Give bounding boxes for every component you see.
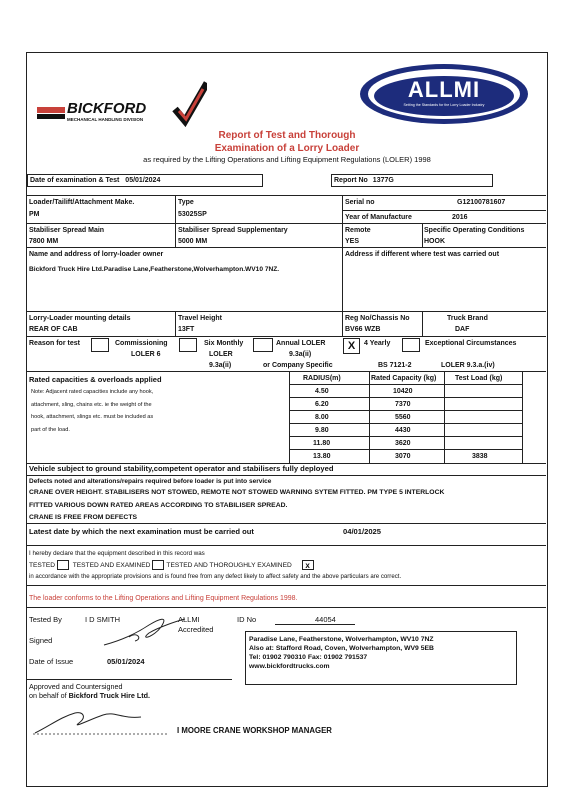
loler6-label: LOLER 6 <box>131 351 161 358</box>
four-yearly-checkbox[interactable]: X <box>343 338 360 354</box>
note-line: hook, attachment, slings etc. must be included as <box>31 414 154 420</box>
six-monthly-label: Six Monthly <box>204 340 244 347</box>
address-diff-label: Address if different where test was carried out <box>345 251 500 258</box>
capacity-cell: 4430 <box>395 427 411 434</box>
annual-checkbox[interactable] <box>253 338 273 352</box>
tested-label: TESTED <box>29 561 56 569</box>
exceptional-label: Exceptional Circumstances <box>425 340 517 347</box>
report-title <box>147 129 427 155</box>
report-no-label: Report No <box>334 177 368 184</box>
title-line-1: Report of Test and Thorough <box>218 130 356 141</box>
title-line-2: Examination of a Lorry Loader <box>214 143 360 154</box>
type-label: Type <box>178 199 194 206</box>
tested-checkbox[interactable] <box>57 560 69 570</box>
tested-by-value: I D SMITH <box>85 615 120 624</box>
radius-cell: 6.20 <box>315 401 329 408</box>
col-capacity: Rated Capacity (kg) <box>371 375 437 382</box>
tested-by-label: Tested By <box>29 615 62 624</box>
next-exam-label: Latest date by which the next examination must be carried out <box>29 527 254 536</box>
declaration-line-3: in accordance with the appropriate provisions and is found free from any defect likely to affect safety and the above particulars are correct. <box>29 573 402 580</box>
commissioning-checkbox[interactable] <box>91 338 109 352</box>
accredited-label: Accredited <box>178 625 214 634</box>
stab-supp-value: 5000 MM <box>178 238 208 245</box>
mounting-label: Lorry-Loader mounting details <box>29 315 131 322</box>
capacities-label: Rated capacities & overloads applied <box>29 375 162 384</box>
capacity-cell: 7370 <box>395 401 411 408</box>
allmi-label: ALLMI <box>178 615 200 624</box>
note-line: attachment, sling, chains etc. ie the weight of the <box>31 401 152 408</box>
type-value: 53025SP <box>178 211 207 218</box>
capacities-note <box>31 389 201 434</box>
stability-note: Vehicle subject to ground stability,competent operator and stabilisers fully deployed <box>29 464 334 473</box>
defects-line-2: FITTED VARIOUS DOWN RATED AREAS ACCORDING TO STABILISER SPREAD. <box>29 502 288 509</box>
behalf-company: Bickford Truck Hire Ltd. <box>68 691 151 700</box>
behalf-line <box>29 691 150 700</box>
commissioning-label: Commissioning <box>115 340 168 347</box>
loler-label: LOLER <box>209 351 233 358</box>
radius-cell: 9.80 <box>315 427 329 434</box>
defects-line-1: CRANE OVER HEIGHT. STABILISERS NOT STOWED, REMOTE NOT STOWED WARNING SYTEM FITTED. PM TYPE 5 INTERLOCK <box>29 489 445 496</box>
annual-label: Annual LOLER <box>276 340 326 347</box>
report-no-box <box>331 174 493 187</box>
radius-cell: 13.80 <box>313 453 331 460</box>
approved-label: Approved and Countersigned <box>29 682 123 691</box>
allmi-logo <box>359 63 529 125</box>
annual-ref: 9.3a(ii) <box>289 351 312 358</box>
reason-label: Reason for test <box>29 340 80 347</box>
stab-main-label: Stabiliser Spread Main <box>29 227 105 234</box>
manager-signature <box>31 707 171 737</box>
thoroughly-label: TESTED AND THOROUGHLY EXAMINED <box>166 561 292 569</box>
defects-line-3: CRANE IS FREE FROM DEFECTS <box>29 514 138 521</box>
report-page <box>26 52 548 787</box>
year-value: 2016 <box>452 214 468 221</box>
declaration-options <box>29 560 316 570</box>
allmi-tagline: Setting the Standards for the Lorry Loader Industry <box>403 103 485 107</box>
radius-cell: 4.50 <box>315 388 329 395</box>
mounting-value: REAR OF CAB <box>29 326 78 333</box>
contact-tel: Tel: 01902 790310 Fax: 01902 791537 <box>249 654 368 661</box>
owner-label: Name and address of lorry-loader owner <box>29 251 164 258</box>
issue-label: Date of Issue <box>29 657 74 666</box>
bickford-tagline: MECHANICAL HANDLING DIVISION <box>67 117 144 122</box>
defects-label: Defects noted and alterations/repairs required before loader is put into service <box>29 478 272 485</box>
manager-name: I MOORE CRANE WORKSHOP MANAGER <box>177 726 332 735</box>
capacity-cell: 3620 <box>395 440 411 447</box>
exam-date-label: Date of examination & Test <box>30 177 120 184</box>
bs-label: BS 7121-2 <box>378 362 412 369</box>
exceptional-checkbox[interactable] <box>402 338 420 352</box>
four-yearly-label: 4 Yearly <box>364 340 391 347</box>
remote-value: YES <box>345 238 360 245</box>
six-monthly-ref: 9.3a(ii) <box>209 362 232 369</box>
serial-value: G12100781607 <box>457 199 506 206</box>
serial-label: Serial no <box>345 199 375 206</box>
declaration-line-1: I hereby declare that the equipment described in this record was <box>29 550 205 557</box>
tester-signature <box>99 611 189 651</box>
address-line-2: Also at: Stafford Road, Coven, Wolverhampton, WV9 5EB <box>249 645 434 652</box>
signed-label: Signed <box>29 636 53 645</box>
travel-label: Travel Height <box>178 315 222 322</box>
report-subtitle: as required by the Lifting Operations and Lifting Equipment Regulations (LOLER) 1998 <box>143 155 431 164</box>
behalf-prefix: on behalf of <box>29 691 67 700</box>
loader-make-value: PM <box>29 211 40 218</box>
exceptional-ref: LOLER 9.3.a.(iv) <box>441 362 495 369</box>
col-test: Test Load (kg) <box>455 375 503 382</box>
reg-label: Reg No/Chassis No <box>345 315 410 322</box>
address-box <box>245 631 517 685</box>
year-label: Year of Manufacture <box>345 214 412 221</box>
next-exam-value: 04/01/2025 <box>343 527 382 536</box>
stab-supp-label: Stabiliser Spread Supplementary <box>178 227 288 234</box>
note-line: part of the load. <box>31 426 70 433</box>
note-line: Note: Adjacent rated capacities include any hook, <box>31 389 154 395</box>
capacity-cell: 3070 <box>395 453 411 460</box>
bickford-name: BICKFORD <box>67 100 147 117</box>
six-monthly-checkbox[interactable] <box>179 338 197 352</box>
id-label: ID No <box>237 615 257 624</box>
remote-label: Remote <box>345 227 371 234</box>
report-no-value: 1377G <box>372 177 394 184</box>
exam-date-value: 05/01/2024 <box>125 177 161 184</box>
address-line-1: Paradise Lane, Featherstone, Wolverhampton, WV10 7NZ <box>249 636 434 643</box>
website-link[interactable]: www.bickfordtrucks.com <box>249 663 330 670</box>
brand-label: Truck Brand <box>447 315 488 322</box>
owner-value: Bickford Truck Hire Ltd.Paradise Lane,Featherstone,Wolverhampton.WV10 7NZ. <box>29 266 280 273</box>
radius-cell: 11.80 <box>313 440 331 447</box>
travel-value: 13FT <box>178 326 195 333</box>
allmi-name: ALLMI <box>407 77 481 102</box>
brand-value: DAF <box>455 326 470 333</box>
exam-date-box <box>27 174 263 187</box>
radius-cell: 8.00 <box>315 414 329 421</box>
capacity-table <box>289 371 503 463</box>
id-value: 44054 <box>315 615 336 624</box>
loader-make-label: Loader/Tailift/Attachment Make. <box>29 199 135 206</box>
bickford-logo <box>37 73 207 131</box>
spec-conditions-value: HOOK <box>424 238 445 245</box>
issue-value: 05/01/2024 <box>107 657 145 666</box>
conformity-note: The loader conforms to the Lifting Operations and Lifting Equipment Regulations 1998. <box>29 595 298 602</box>
thoroughly-checkbox[interactable]: x <box>302 560 314 570</box>
tested-examined-checkbox[interactable] <box>152 560 164 570</box>
reg-value: BV66 WZB <box>345 326 381 333</box>
spec-conditions-label: Specific Operating Conditions <box>424 227 525 234</box>
company-label: or Company Specific <box>263 362 333 369</box>
stab-main-value: 7800 MM <box>29 238 59 245</box>
capacity-cell: 5560 <box>395 414 411 421</box>
capacity-cell: 10420 <box>393 388 413 395</box>
col-radius: RADIUS(m) <box>303 375 341 382</box>
test-load-cell: 3838 <box>472 453 488 460</box>
tested-examined-label: TESTED AND EXAMINED <box>72 561 151 569</box>
